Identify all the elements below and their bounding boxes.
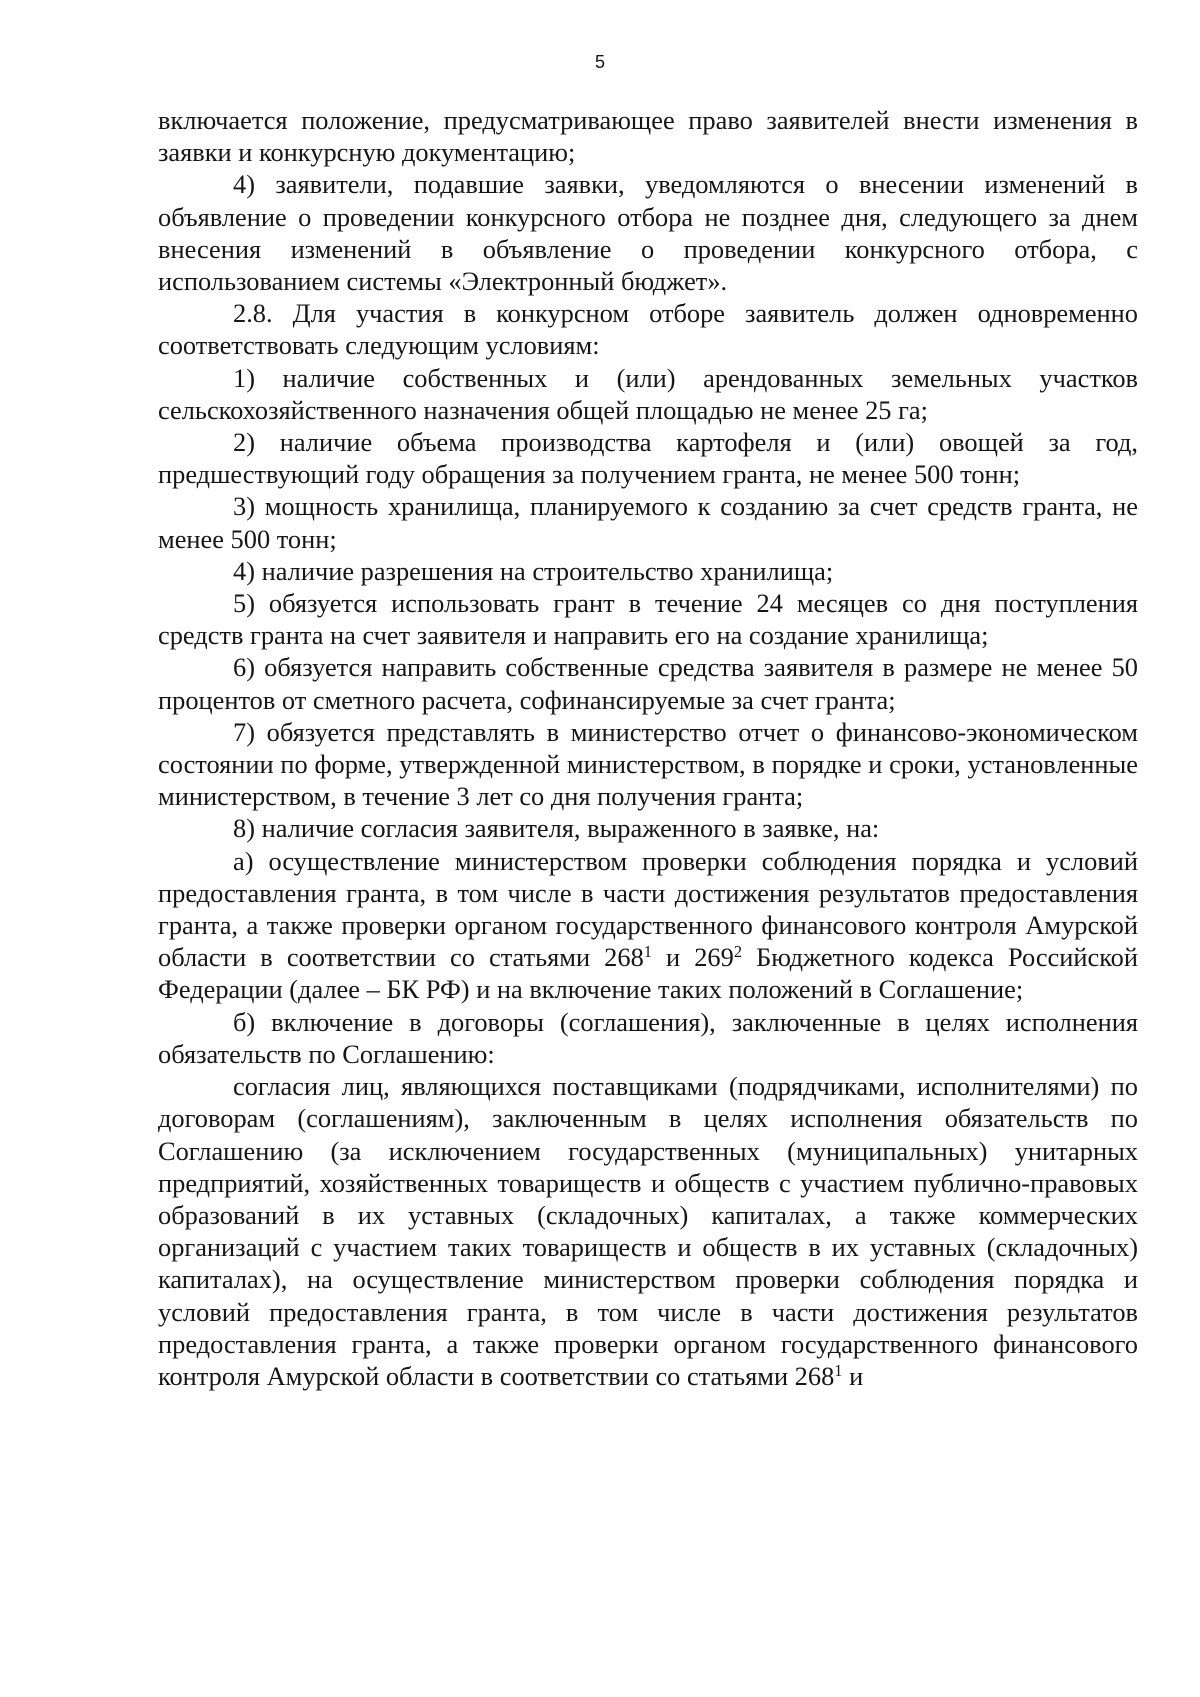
paragraph-continuation: включается положение, предусматривающее право заявителей внести изменения в заявки и конкурсную документацию; <box>158 105 1138 168</box>
paragraph-section-2-8: 2.8. Для участия в конкурсном отборе заявитель должен одновременно соответствовать следующим условиям: <box>158 298 1138 361</box>
page-number: 5 <box>594 52 605 72</box>
paragraph-condition-5: 5) обязуется использовать грант в течение 24 месяцев со дня поступления средств гранта на счет заявителя и направить его на создание хранилища; <box>158 588 1138 651</box>
paragraph-subitem-b: б) включение в договоры (соглашения), заключенные в целях исполнения обязательств по Соглашению: <box>158 1006 1138 1069</box>
paragraph-condition-4: 4) наличие разрешения на строительство хранилища; <box>233 555 834 586</box>
text-run: и 269 <box>651 942 734 973</box>
paragraph-subitem-a <box>158 845 1138 1006</box>
paragraph-condition-6: 6) обязуется направить собственные средства заявителя в размере не менее 50 процентов от сметного расчета, софинансируемые за счет гранта; <box>158 652 1138 715</box>
text-run: согласия лиц, являющихся поставщиками (подрядчиками, исполнителями) по договорам (соглашениям), заключенным в целях исполнения обязательств по Соглашению (за исключением государственных (муниципальных) унитарных предприятий, хозяйственных товариществ и обществ с участием публично-правовых образований в их уставных (складочных) капиталах, а также коммерческих организаций с участием таких товариществ и обществ в их уставных (складочных) капиталах), на осуществление министерством проверки соблюдения порядка и условий предоставления гранта, в том числе в части достижения результатов предоставления гранта, а также проверки органом государственного финансового контроля Амурской области в соответствии со статьями 268 <box>158 1071 1138 1391</box>
paragraph-condition-2: 2) наличие объема производства картофеля и (или) овощей за год, предшествующий году обращения за получением гранта, не менее 500 тонн; <box>158 427 1138 490</box>
paragraph-condition-1: 1) наличие собственных и (или) арендованных земельных участков сельскохозяйственного назначения общей площадью не менее 25 га; <box>158 362 1138 425</box>
paragraph-item-4: 4) заявители, подавшие заявки, уведомляются о внесении изменений в объявление о проведении конкурсного отбора не позднее дня, следующего за днем внесения изменений в объявление о проведении конкурсного отбора, с использованием системы «Электронный бюджет». <box>158 169 1138 297</box>
document-body <box>158 104 1138 1392</box>
superscript: 1 <box>643 942 652 962</box>
paragraph-consent-of-persons <box>158 1070 1138 1392</box>
text-run: Бюджетного кодекса Российской Федерации (далее – БК РФ) и на включение таких положений в Соглашение; <box>158 942 1139 1005</box>
text-run: а) осуществление министерством проверки соблюдения порядка и условий предоставления гранта, в том числе в части достижения результатов предоставления гранта, а также проверки органом государственного финансового контроля Амурской области в соответствии со статьями 268 <box>158 845 1138 973</box>
paragraph-condition-3: 3) мощность хранилища, планируемого к созданию за счет средств гранта, не менее 500 тонн; <box>158 491 1138 554</box>
superscript: 2 <box>733 942 742 962</box>
paragraph-condition-8: 8) наличие согласия заявителя, выраженного в заявке, на: <box>233 813 880 844</box>
superscript: 1 <box>834 1360 843 1380</box>
paragraph-condition-7: 7) обязуется представлять в министерство отчет о финансово-экономическом состоянии по форме, утвержденной министерством, в порядке и сроки, установленные министерством, в течение 3 лет со дня получения гранта; <box>158 716 1138 812</box>
text-run: и <box>842 1360 864 1391</box>
